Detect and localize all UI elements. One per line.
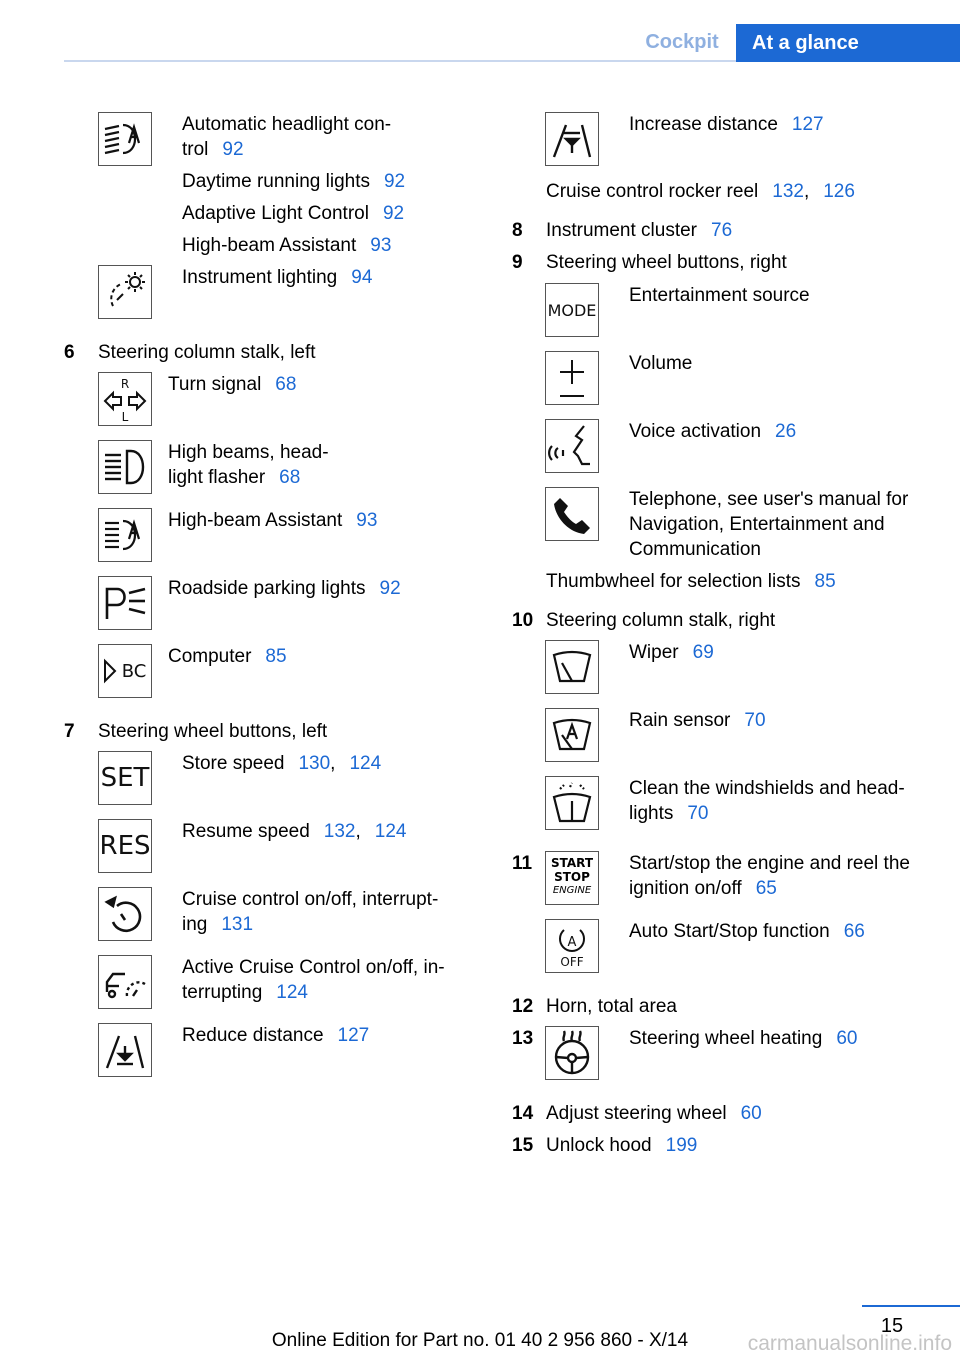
page-ref[interactable]: 70 <box>744 710 766 731</box>
start-label: START <box>550 856 594 870</box>
item-rain-sensor: Rain sensor 70 <box>629 710 766 731</box>
item-number: 10 <box>512 610 534 631</box>
page-ref[interactable]: 66 <box>843 921 865 942</box>
parking-lights-icon <box>98 576 152 630</box>
item-entertainment-source: Entertainment source <box>629 285 810 306</box>
page-ref[interactable]: 65 <box>755 878 777 899</box>
item-title: Steering column stalk, left <box>98 342 316 363</box>
item-number: 11 <box>512 853 533 874</box>
page-ref[interactable]: 60 <box>740 1103 762 1124</box>
instrument-lighting-icon <box>98 265 152 319</box>
auto-start-stop-icon <box>545 919 599 973</box>
page-ref[interactable]: 132 <box>323 821 356 842</box>
item-title: Instrument cluster 76 <box>546 220 733 241</box>
page-ref[interactable]: 93 <box>370 235 392 256</box>
watermark: carmanualsonline.info <box>747 1332 952 1355</box>
page-ref[interactable]: 26 <box>775 421 797 442</box>
item-auto-headlight: Automatic headlight con- trol 92 <box>182 114 392 160</box>
item-adaptive-light: Adaptive Light Control 92 <box>182 203 405 224</box>
page-ref[interactable]: 70 <box>687 803 709 824</box>
footer-rule <box>862 1305 960 1307</box>
start-stop-button-icon <box>545 851 599 905</box>
item-number: 9 <box>512 252 523 273</box>
high-beam-assistant-icon <box>98 508 152 562</box>
item-increase-distance: Increase distance 127 <box>629 114 824 135</box>
cruise-control-icon <box>98 887 152 941</box>
increase-distance-icon <box>545 112 599 166</box>
item-start-stop-engine: Start/stop the engine and reel the ignition on/off 65 <box>629 853 910 899</box>
reduce-distance-icon <box>98 1023 152 1077</box>
item-wiper: Wiper 69 <box>629 642 714 663</box>
header-section[interactable]: Cockpit <box>645 31 719 53</box>
mode-icon-label: MODE <box>547 300 597 320</box>
item-title: Steering wheel buttons, right <box>546 252 787 273</box>
item-thumbwheel: Thumbwheel for selection lists 85 <box>546 571 836 592</box>
page-ref[interactable]: 85 <box>265 646 287 667</box>
page-ref[interactable]: 92 <box>383 171 406 192</box>
page-number: 15 <box>880 1315 904 1337</box>
telephone-icon <box>545 487 599 541</box>
computer-icon <box>98 644 152 698</box>
item-title: Horn, total area <box>546 996 677 1017</box>
item-high-beam-assistant-2: High-beam Assistant 93 <box>168 510 378 531</box>
item-high-beam-assistant: High-beam Assistant 93 <box>182 235 392 256</box>
item-number: 14 <box>512 1103 534 1124</box>
res-icon-label: RES <box>99 831 151 861</box>
item-title: Steering column stalk, right <box>546 610 776 631</box>
item-number: 7 <box>64 721 75 742</box>
item-number: 13 <box>512 1028 534 1049</box>
page-ref[interactable]: 127 <box>791 114 824 135</box>
item-volume: Volume <box>629 353 693 374</box>
item-daytime-lights: Daytime running lights 92 <box>182 171 406 192</box>
auto-icon-off: OFF <box>560 955 584 969</box>
page-ref[interactable]: 85 <box>814 571 836 592</box>
page-ref[interactable]: 94 <box>351 267 373 288</box>
item-title: Adjust steering wheel 60 <box>546 1103 762 1124</box>
item-parking-lights: Roadside parking lights 92 <box>168 578 401 599</box>
footer-edition: Online Edition for Part no. 01 40 2 956 860 - X/14 <box>271 1330 689 1351</box>
page-ref[interactable]: 132 <box>772 181 804 202</box>
page-ref[interactable]: 92 <box>382 203 405 224</box>
item-auto-start-stop: Auto Start/Stop function 66 <box>629 921 865 942</box>
header-tab-active[interactable]: At a glance <box>736 24 960 62</box>
turn-signal-icon <box>98 372 152 426</box>
item-number: 8 <box>512 220 523 241</box>
item-instrument-lighting: Instrument lighting 94 <box>182 267 373 288</box>
item-voice-activation: Voice activation 26 <box>629 421 797 442</box>
svg-text:L: L <box>121 410 129 424</box>
item-title: Steering wheel buttons, left <box>98 721 328 742</box>
item-reduce-distance: Reduce distance 127 <box>182 1025 370 1046</box>
item-telephone: Telephone, see user's manual for Navigation, Entertainment and Communication <box>629 489 909 560</box>
steering-wheel-heating-icon <box>545 1026 599 1080</box>
page-ref[interactable]: 68 <box>279 467 301 488</box>
page-ref[interactable]: 76 <box>711 220 733 241</box>
item-resume-speed: Resume speed 132, 124 <box>182 821 407 842</box>
res-button-icon <box>98 819 152 873</box>
set-icon-label: SET <box>100 763 150 793</box>
active-cruise-control-icon <box>98 955 152 1009</box>
item-number: 6 <box>64 342 75 363</box>
page-ref[interactable]: 68 <box>275 374 297 395</box>
svg-text:R: R <box>120 377 130 391</box>
voice-activation-icon <box>545 419 599 473</box>
item-title: Unlock hood 199 <box>546 1135 698 1156</box>
page-ref[interactable]: 126 <box>823 181 855 202</box>
mode-button-icon <box>545 283 599 337</box>
rain-sensor-icon <box>545 708 599 762</box>
page-ref[interactable]: 124 <box>349 753 382 774</box>
volume-icon <box>545 351 599 405</box>
auto-icon-a: A <box>567 935 577 950</box>
wiper-icon <box>545 640 599 694</box>
item-clean-windshields: Clean the windshields and head- lights 70 <box>629 778 905 824</box>
computer-icon-label: BC <box>121 660 147 682</box>
item-turn-signal: Turn signal 68 <box>168 374 297 395</box>
auto-headlight-icon <box>98 112 152 166</box>
page-ref[interactable]: 92 <box>379 578 401 599</box>
item-active-cruise: Active Cruise Control on/off, in- terrupting 124 <box>182 957 445 1003</box>
item-number: 15 <box>512 1135 534 1156</box>
page-ref[interactable]: 92 <box>222 139 244 160</box>
high-beam-icon <box>98 440 152 494</box>
item-store-speed: Store speed 130, 124 <box>182 753 382 774</box>
page-ref[interactable]: 93 <box>356 510 378 531</box>
page-ref[interactable]: 130 <box>298 753 331 774</box>
page-ref[interactable]: 69 <box>692 642 714 663</box>
page-ref[interactable]: 127 <box>337 1025 370 1046</box>
item-computer: Computer 85 <box>168 646 287 667</box>
item-rocker-reel: Cruise control rocker reel 132, 126 <box>546 181 855 202</box>
item-steering-wheel-heating: Steering wheel heating 60 <box>629 1028 858 1049</box>
washer-icon <box>545 776 599 830</box>
item-high-beams: High beams, head- light flasher 68 <box>168 442 329 488</box>
page-ref[interactable]: 124 <box>374 821 407 842</box>
page-ref[interactable]: 60 <box>836 1028 858 1049</box>
page-ref[interactable]: 199 <box>665 1135 698 1156</box>
page-ref[interactable]: 131 <box>221 914 254 935</box>
item-number: 12 <box>512 996 534 1017</box>
page-ref[interactable]: 124 <box>276 982 308 1003</box>
stop-label: STOP <box>554 870 590 884</box>
engine-label: ENGINE <box>552 885 592 896</box>
set-button-icon <box>98 751 152 805</box>
item-cruise-control: Cruise control on/off, interrupt- ing 131 <box>182 889 439 935</box>
